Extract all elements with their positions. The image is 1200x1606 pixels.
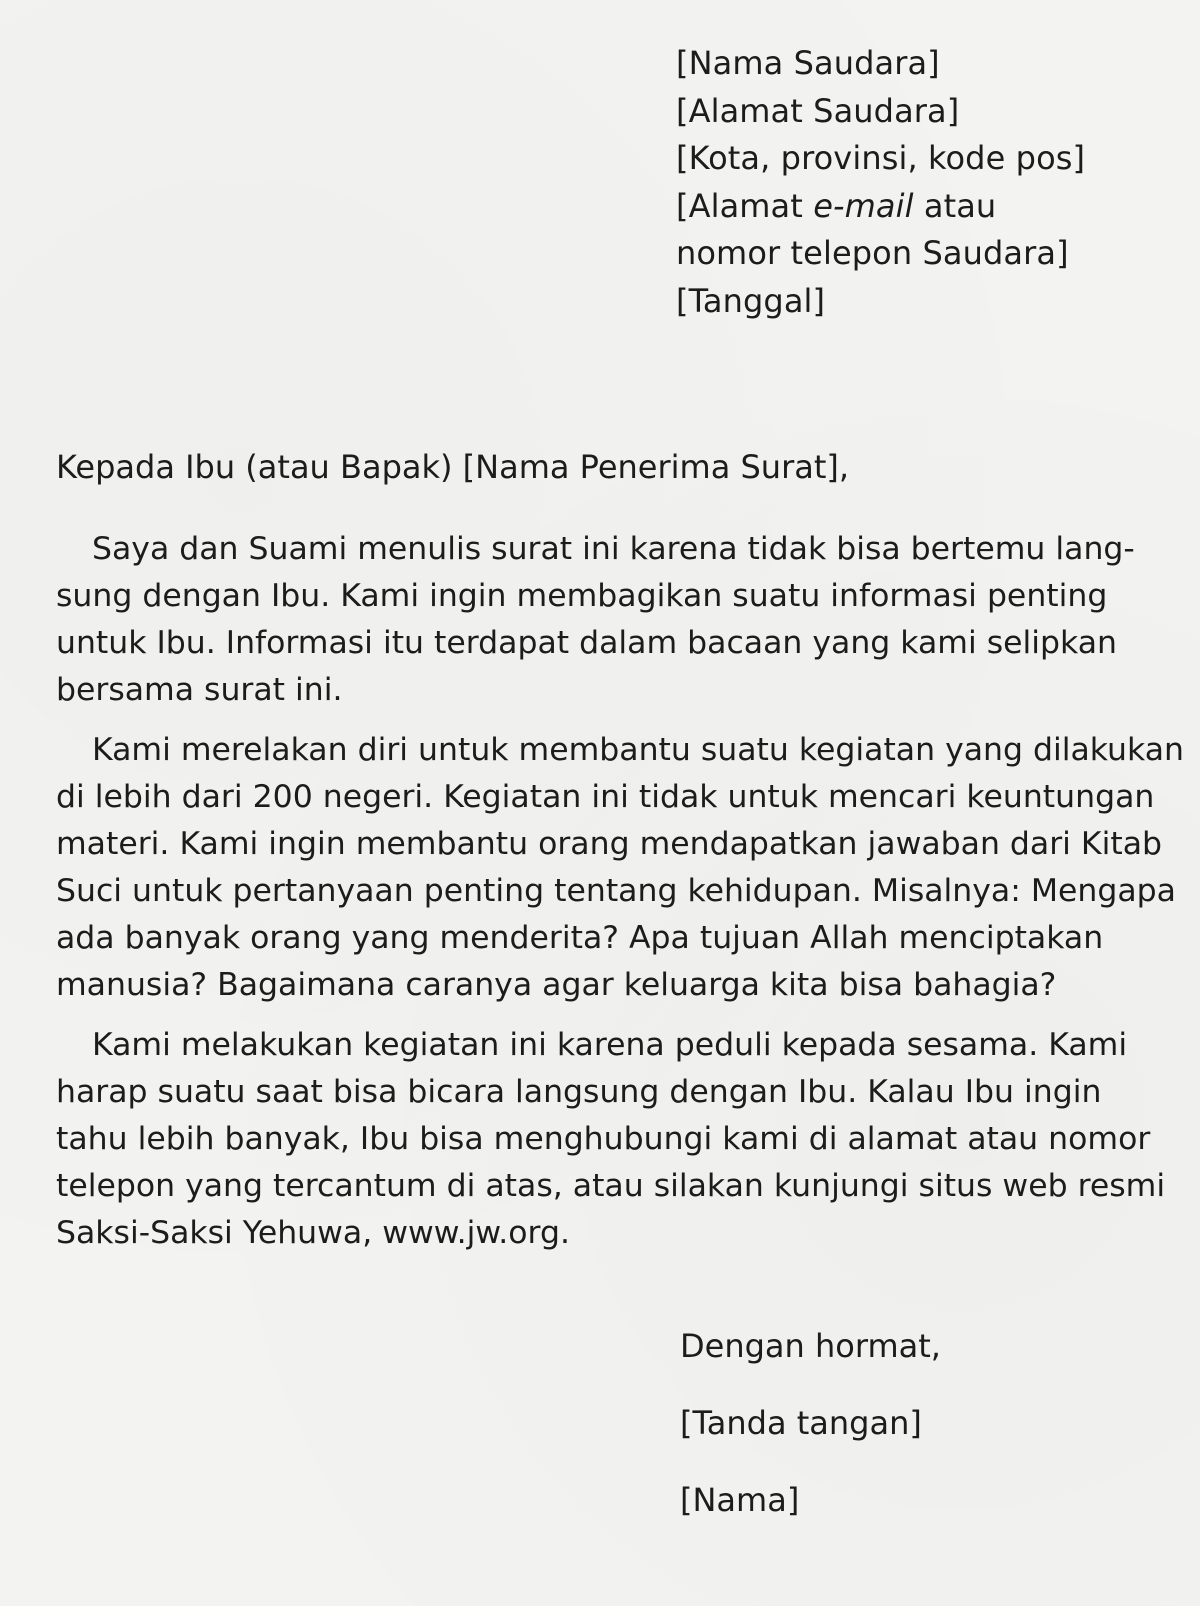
letter-body [56, 526, 1184, 1270]
body-paragraph [56, 1022, 1166, 1257]
paragraph-line: manusia? Bagaimana caranya agar keluarga kita bisa bahagia? [56, 967, 1057, 1003]
sender-contact-line-1 [676, 183, 1085, 231]
closing-signature: [Tanda tangan] [680, 1404, 922, 1442]
sender-contact-line-2: nomor telepon Saudara] [676, 234, 1069, 272]
paragraph-line: harap suatu saat bisa bicara langsung dengan Ibu. Kalau Ibu ingin [56, 1074, 1102, 1110]
paragraph-line: Saya dan Suami menulis surat ini karena tidak bisa bertemu lang- [92, 531, 1135, 567]
paragraph-line: sung dengan Ibu. Kami ingin membagikan suatu informasi penting [56, 578, 1108, 614]
paragraph-line: Kami melakukan kegiatan ini karena peduli kepada sesama. Kami [92, 1027, 1128, 1063]
paragraph-line: materi. Kami ingin membantu orang mendapatkan jawaban dari Kitab [56, 826, 1162, 862]
paragraph-line: Kami merelakan diri untuk membantu suatu kegiatan yang dilakukan [92, 732, 1184, 768]
paragraph-line: di lebih dari 200 negeri. Kegiatan ini tidak untuk mencari keuntungan [56, 779, 1155, 815]
sender-contact-prefix: [Alamat [676, 186, 814, 225]
paragraph-line: Suci untuk pertanyaan penting tentang kehidupan. Misalnya: Mengapa [56, 873, 1176, 909]
paragraph-line: Saksi-Saksi Yehuwa, www.jw.org. [56, 1215, 570, 1251]
body-paragraph [56, 526, 1136, 714]
sender-block [676, 40, 1085, 325]
paragraph-line: ada banyak orang yang menderita? Apa tujuan Allah menciptakan [56, 920, 1104, 956]
sender-contact-email-word: e-mail [813, 186, 914, 225]
paragraph-line: tahu lebih banyak, Ibu bisa menghubungi kami di alamat atau nomor [56, 1121, 1151, 1157]
closing-greeting: Dengan hormat, [680, 1327, 941, 1365]
paragraph-line: bersama surat ini. [56, 672, 343, 708]
sender-contact-suffix: atau [913, 186, 997, 225]
sender-name: [Nama Saudara] [676, 44, 940, 82]
sender-address: [Alamat Saudara] [676, 91, 960, 130]
closing-name: [Nama] [680, 1481, 800, 1519]
paragraph-line: untuk Ibu. Informasi itu terdapat dalam bacaan yang kami selipkan [56, 625, 1117, 661]
salutation: Kepada Ibu (atau Bapak) [Nama Penerima Surat], [56, 448, 850, 486]
body-paragraph [56, 727, 1184, 1009]
paragraph-line: telepon yang tercantum di atas, atau silakan kunjungi situs web resmi [56, 1168, 1166, 1204]
sender-date: [Tanggal] [676, 281, 826, 320]
sender-city: [Kota, provinsi, kode pos] [676, 139, 1086, 177]
